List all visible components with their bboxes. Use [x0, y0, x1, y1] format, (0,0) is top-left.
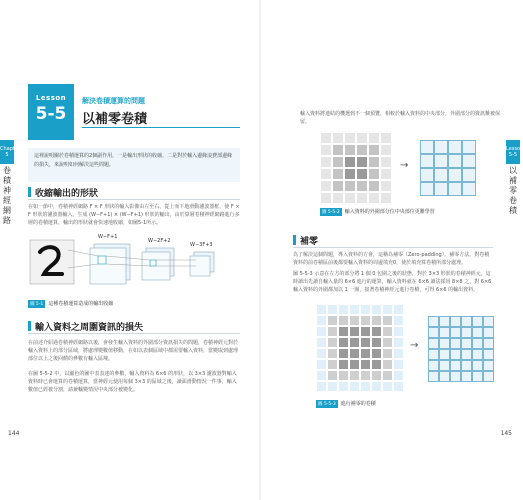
figure-padded-grid	[316, 304, 404, 392]
grid-cell	[428, 338, 439, 349]
grid-cell	[349, 381, 360, 392]
grid-cell	[368, 144, 380, 156]
lesson-side-title: 以補零卷積	[509, 166, 517, 215]
grid-cell	[462, 182, 476, 196]
grid-cell	[439, 371, 450, 382]
arrow-right-icon: →	[400, 160, 409, 171]
grid-cell	[327, 348, 338, 359]
grid-cell	[316, 348, 327, 359]
grid-cell	[316, 326, 327, 337]
grid-cell	[320, 156, 332, 168]
figure2-caption-text: 輸入資料的外圍部分位中央部位更難學習	[344, 209, 435, 215]
grid-cell	[483, 338, 494, 349]
grid-cell	[360, 326, 371, 337]
grid-cell	[371, 337, 382, 348]
fig-label-2: W−2F+2	[148, 238, 171, 244]
grid-cell	[428, 316, 439, 327]
section-text-info-loss: 在前述介紹過卷積神經網路以後，會發生輸入資料的外圍部分資訊損失的問題，卷積神經元對於輸入資料上的部分區域，將處理變數值移動，在如以表個區域中都需要輸入資料，當變取到處理部位以上之後回饋的參數有輸入區塊。	[28, 340, 239, 362]
figure-padded-output-grid	[428, 316, 494, 382]
grid-cell	[448, 182, 462, 196]
grid-cell	[360, 348, 371, 359]
grid-cell	[371, 359, 382, 370]
grid-cell	[428, 349, 439, 360]
grid-cell	[439, 316, 450, 327]
grid-cell	[472, 349, 483, 360]
grid-cell	[344, 180, 356, 192]
grid-cell	[380, 192, 392, 204]
grid-cell	[360, 304, 371, 315]
grid-cell	[434, 154, 448, 168]
grid-cell	[344, 156, 356, 168]
grid-cell	[356, 144, 368, 156]
grid-cell	[382, 348, 393, 359]
grid-cell	[371, 348, 382, 359]
lesson-title: 以補零卷積	[82, 112, 148, 127]
grid-cell	[472, 316, 483, 327]
lesson-label: Lesson	[35, 94, 67, 102]
grid-cell	[450, 338, 461, 349]
grid-cell	[349, 304, 360, 315]
grid-cell	[368, 180, 380, 192]
grid-cell	[316, 315, 327, 326]
section-text-padding-2: 圖 5-5-3 示意在左方的部分將 1 個 0 包圍之後的狀態，對於 3×3 形狀的卷積神經元，這時讀出先讀自輸入量的 6×6 進行的運算，輸入資料就在 6×6 讀法採用 8×8 之，對 6×6 輸入資料的外圍都加以 1 一圈，接著卷積神經元進行卷積，可得 6×6 的輸出資料。	[293, 271, 492, 293]
grid-cell	[316, 370, 327, 381]
grid-cell	[371, 304, 382, 315]
grid-cell	[338, 326, 349, 337]
grid-cell	[472, 371, 483, 382]
grid-cell	[327, 381, 338, 392]
grid-cell	[472, 327, 483, 338]
grid-cell	[462, 154, 476, 168]
grid-cell	[371, 370, 382, 381]
fig-label-1: W−F+1	[98, 234, 118, 240]
grid-cell	[320, 132, 332, 144]
grid-cell	[344, 192, 356, 204]
grid-cell	[320, 192, 332, 204]
grid-cell	[368, 192, 380, 204]
grid-cell	[327, 315, 338, 326]
grid-cell	[327, 370, 338, 381]
grid-cell	[338, 359, 349, 370]
grid-cell	[428, 360, 439, 371]
grid-cell	[316, 304, 327, 315]
grid-cell	[428, 371, 439, 382]
grid-cell	[316, 337, 327, 348]
grid-cell	[327, 326, 338, 337]
grid-cell	[450, 327, 461, 338]
grid-cell	[371, 326, 382, 337]
grid-cell	[332, 132, 344, 144]
grid-cell	[332, 168, 344, 180]
grid-cell	[349, 348, 360, 359]
grid-cell	[349, 326, 360, 337]
grid-cell	[420, 168, 434, 182]
arrow-right-icon: →	[410, 340, 419, 351]
grid-cell	[393, 381, 404, 392]
figure-shrinking-output-svg	[28, 228, 240, 300]
grid-cell	[472, 360, 483, 371]
grid-cell	[368, 132, 380, 144]
grid-cell	[349, 370, 360, 381]
section-divider	[293, 247, 493, 248]
grid-cell	[461, 316, 472, 327]
grid-cell	[360, 370, 371, 381]
section-text-info-loss-2: 在圖 5-5-2 中，以顯色的圖中表表達的參數，輸入資料為 6×6 的形狀，以 3×3 濾波器對輸入資料時已會運算的卷積運算，當神經元使用每個 3×3 的區域之後，讀面滑動情況一件事，輸入數值已經被分割，請兼輸變情況中央部分被變化。	[28, 371, 237, 393]
grid-cell	[316, 359, 327, 370]
figure3-caption	[316, 400, 376, 408]
lesson-tag	[28, 84, 74, 140]
page-number-right: 145	[500, 430, 512, 437]
grid-cell	[448, 154, 462, 168]
section-title-shrink: 收縮輸出的形狀	[35, 186, 98, 199]
grid-cell	[349, 337, 360, 348]
grid-cell	[356, 180, 368, 192]
grid-cell	[349, 359, 360, 370]
lesson-header	[28, 84, 240, 140]
grid-cell	[450, 316, 461, 327]
figure1-caption	[28, 300, 113, 308]
grid-cell	[332, 192, 344, 204]
grid-cell	[338, 315, 349, 326]
grid-cell	[450, 371, 461, 382]
grid-cell	[338, 370, 349, 381]
figure-shrinking-output	[28, 228, 240, 300]
fig-label-3: W−3F+3	[190, 242, 213, 248]
grid-cell	[338, 348, 349, 359]
grid-cell	[393, 370, 404, 381]
grid-cell	[483, 349, 494, 360]
figure-input-grid	[320, 132, 392, 204]
grid-cell	[439, 327, 450, 338]
figure1-caption-text: 這種卷積運算造成的輸出收縮	[48, 301, 114, 307]
grid-cell	[356, 192, 368, 204]
grid-cell	[483, 360, 494, 371]
grid-cell	[382, 381, 393, 392]
lesson-tab: Lesson 5-5	[506, 140, 520, 164]
grid-cell	[360, 315, 371, 326]
grid-cell	[420, 182, 434, 196]
grid-cell	[327, 304, 338, 315]
grid-cell	[461, 338, 472, 349]
grid-cell	[327, 359, 338, 370]
grid-cell	[382, 337, 393, 348]
grid-cell	[380, 156, 392, 168]
grid-cell	[393, 304, 404, 315]
grid-cell	[462, 168, 476, 182]
grid-cell	[382, 370, 393, 381]
figure2-caption	[320, 208, 435, 216]
grid-cell	[483, 316, 494, 327]
grid-cell	[461, 360, 472, 371]
grid-cell	[380, 180, 392, 192]
grid-cell	[360, 337, 371, 348]
lesson-subtitle: 解決卷積運算的問題	[82, 97, 145, 105]
grid-cell	[393, 326, 404, 337]
grid-cell	[461, 327, 472, 338]
chapter-tab: Chapter 5	[0, 140, 14, 164]
grid-cell	[332, 144, 344, 156]
grid-cell	[448, 140, 462, 154]
grid-cell	[380, 168, 392, 180]
grid-cell	[380, 144, 392, 156]
grid-cell	[461, 349, 472, 360]
section-text-shrink: 在如一節中，卷積神經網路 F × F 形狀的輸入影像由左至右、從上而下地滑動濾波器框，使 F × F 形狀的濾波器輸入，生成 (W−F+1) × (W−F+1) 形狀的輸出，由於算層卷積神經網路進行多層的卷積運算，輸出的形狀就會快速地收縮，如圖5-1所示。	[28, 204, 240, 226]
figure3-caption-text: 進行補零的卷積	[340, 401, 376, 407]
grid-cell	[393, 337, 404, 348]
grid-cell	[338, 304, 349, 315]
grid-cell	[382, 315, 393, 326]
grid-cell	[439, 349, 450, 360]
grid-cell	[327, 337, 338, 348]
grid-cell	[371, 381, 382, 392]
grid-cell	[439, 338, 450, 349]
figure-output-grid	[420, 140, 476, 196]
grid-cell	[382, 304, 393, 315]
lesson-divider	[82, 127, 240, 128]
chapter-side-title: 卷積神經網路	[3, 166, 11, 225]
grid-cell	[483, 327, 494, 338]
grid-cell	[344, 168, 356, 180]
grid-cell	[371, 315, 382, 326]
right-top-text: 輸入資料將連結的機選到不一個預覽，相較於輸入資料的中央部分，外圍部分的資訊難被保留。	[300, 111, 501, 125]
grid-cell	[344, 132, 356, 144]
grid-cell	[320, 180, 332, 192]
grid-cell	[439, 360, 450, 371]
grid-cell	[472, 338, 483, 349]
grid-cell	[360, 359, 371, 370]
grid-cell	[434, 140, 448, 154]
grid-cell	[356, 156, 368, 168]
grid-cell	[332, 156, 344, 168]
left-page	[0, 0, 260, 500]
figure1-badge: 圖 5-1	[30, 302, 44, 307]
page-number-left: 144	[8, 430, 20, 437]
grid-cell	[462, 140, 476, 154]
section-divider	[28, 199, 240, 200]
grid-cell	[382, 359, 393, 370]
lesson-number: 5-5	[35, 104, 67, 124]
grid-cell	[434, 168, 448, 182]
figure3-badge: 圖 5-5-3	[318, 402, 336, 407]
section-divider	[28, 333, 240, 334]
grid-cell	[420, 154, 434, 168]
grid-cell	[448, 168, 462, 182]
grid-cell	[382, 326, 393, 337]
grid-cell	[434, 182, 448, 196]
grid-cell	[356, 168, 368, 180]
section-title-padding: 補零	[300, 234, 318, 247]
grid-cell	[450, 360, 461, 371]
grid-cell	[320, 168, 332, 180]
grid-cell	[420, 140, 434, 154]
grid-cell	[332, 180, 344, 192]
grid-cell	[393, 348, 404, 359]
grid-cell	[360, 381, 371, 392]
grid-cell	[380, 132, 392, 144]
section-title-info-loss: 輸入資料之周圍資訊的損失	[35, 320, 143, 333]
grid-cell	[368, 168, 380, 180]
grid-cell	[338, 381, 349, 392]
grid-cell	[338, 337, 349, 348]
grid-cell	[320, 144, 332, 156]
grid-cell	[393, 315, 404, 326]
figure2-badge: 圖 5-5-2	[322, 210, 340, 215]
lesson-intro: 這裡說明關於卷積運算的2個副作用，一是輸出形狀的收縮，二是對於輸入邊緣浪費部邊緣的損失，來說明如何解決這些問題。	[28, 148, 240, 182]
grid-cell	[461, 371, 472, 382]
grid-cell	[316, 381, 327, 392]
section-text-padding: 為了解決這個問題，導入資料的方會，這稱為補零（Zero-padding）。補零方法，對卷積資料的前卷積區前後都要輸入資料的周邊填充0，使於填充算卷積所部分處理。	[293, 252, 490, 266]
grid-cell	[356, 132, 368, 144]
grid-cell	[428, 327, 439, 338]
right-page	[260, 0, 523, 500]
grid-cell	[349, 315, 360, 326]
grid-cell	[344, 144, 356, 156]
grid-cell	[483, 371, 494, 382]
grid-cell	[368, 156, 380, 168]
grid-cell	[450, 349, 461, 360]
grid-cell	[393, 359, 404, 370]
